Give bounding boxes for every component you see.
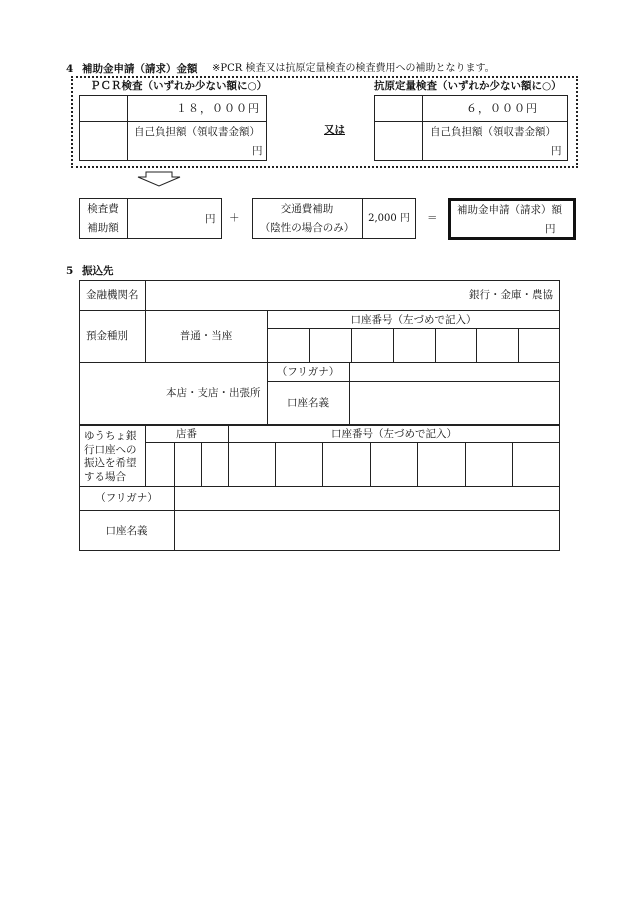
yucho-store-number-label: 店番 bbox=[176, 428, 197, 440]
yucho-account-cells[interactable] bbox=[229, 443, 559, 485]
yucho-furigana-label: （フリガナ） bbox=[95, 492, 158, 504]
antigen-self-pay-yen[interactable]: 円 bbox=[551, 145, 562, 157]
transport-amount: 2,000 円 bbox=[368, 213, 410, 224]
section4-title: 補助金申請（請求）金額 bbox=[82, 63, 198, 75]
section5-number: 5 bbox=[66, 265, 74, 277]
account-digit-cells[interactable] bbox=[268, 329, 559, 361]
antigen-self-pay-label: 自己負担額（領収書金額） bbox=[430, 126, 556, 138]
transport-label-1: 交通費補助 bbox=[280, 203, 334, 215]
section4-number: 4 bbox=[66, 63, 74, 75]
furigana-field[interactable] bbox=[350, 363, 559, 380]
account-number-label: 口座番号（左づめで記入） bbox=[350, 314, 477, 326]
branch-label[interactable]: 本店・支店・出張所 bbox=[166, 387, 261, 399]
antigen-heading: 抗原定量検査（いずれか少ない額に○） bbox=[374, 80, 562, 92]
bank-name-label: 金融機関名 bbox=[86, 289, 139, 301]
exam-subsidy-label-1: 検査費 bbox=[87, 203, 119, 215]
yucho-account-number-label: 口座番号（左づめで記入） bbox=[331, 428, 457, 440]
exam-subsidy-label-2: 補助額 bbox=[87, 222, 119, 234]
section4-note: ※PCR 検査又は抗原定量検査の検査費用への補助となります。 bbox=[212, 63, 495, 74]
equals-sign: ＝ bbox=[427, 212, 438, 224]
transport-label-2: （陰性の場合のみ） bbox=[259, 222, 355, 234]
account-name-field[interactable] bbox=[350, 382, 559, 424]
or-label: 又は bbox=[324, 124, 345, 136]
yucho-label: ゆうちょ銀行口座への振込を希望する場合 bbox=[84, 430, 137, 483]
section5-title: 振込先 bbox=[82, 265, 114, 277]
yucho-store-cells[interactable] bbox=[146, 443, 227, 485]
down-arrow-icon bbox=[136, 171, 182, 187]
total-request-yen[interactable]: 円 bbox=[545, 223, 556, 235]
account-name-label: 口座名義 bbox=[287, 397, 329, 409]
pcr-heading: ＰＣＲ検査（いずれか少ない額に○） bbox=[90, 80, 268, 92]
pcr-amount[interactable]: １８，０００円 bbox=[176, 102, 260, 115]
total-request-label: 補助金申請（請求）額 bbox=[457, 204, 562, 216]
bank-name-field[interactable]: 銀行・金庫・農協 bbox=[469, 289, 553, 301]
pcr-self-pay-label: 自己負担額（領収書金額） bbox=[134, 126, 260, 138]
exam-subsidy-yen[interactable]: 円 bbox=[205, 213, 216, 225]
plus-sign: ＋ bbox=[229, 212, 240, 224]
antigen-amount[interactable]: ６，０００円 bbox=[466, 102, 538, 115]
yucho-furigana-field[interactable] bbox=[175, 487, 559, 509]
furigana-label: （フリガナ） bbox=[276, 366, 340, 378]
yucho-account-name-label: 口座名義 bbox=[105, 525, 148, 537]
deposit-type-label: 預金種別 bbox=[86, 330, 128, 342]
pcr-self-pay-yen[interactable]: 円 bbox=[252, 145, 263, 157]
deposit-type-value[interactable]: 普通・当座 bbox=[179, 330, 233, 342]
yucho-account-name-field[interactable] bbox=[175, 511, 559, 550]
